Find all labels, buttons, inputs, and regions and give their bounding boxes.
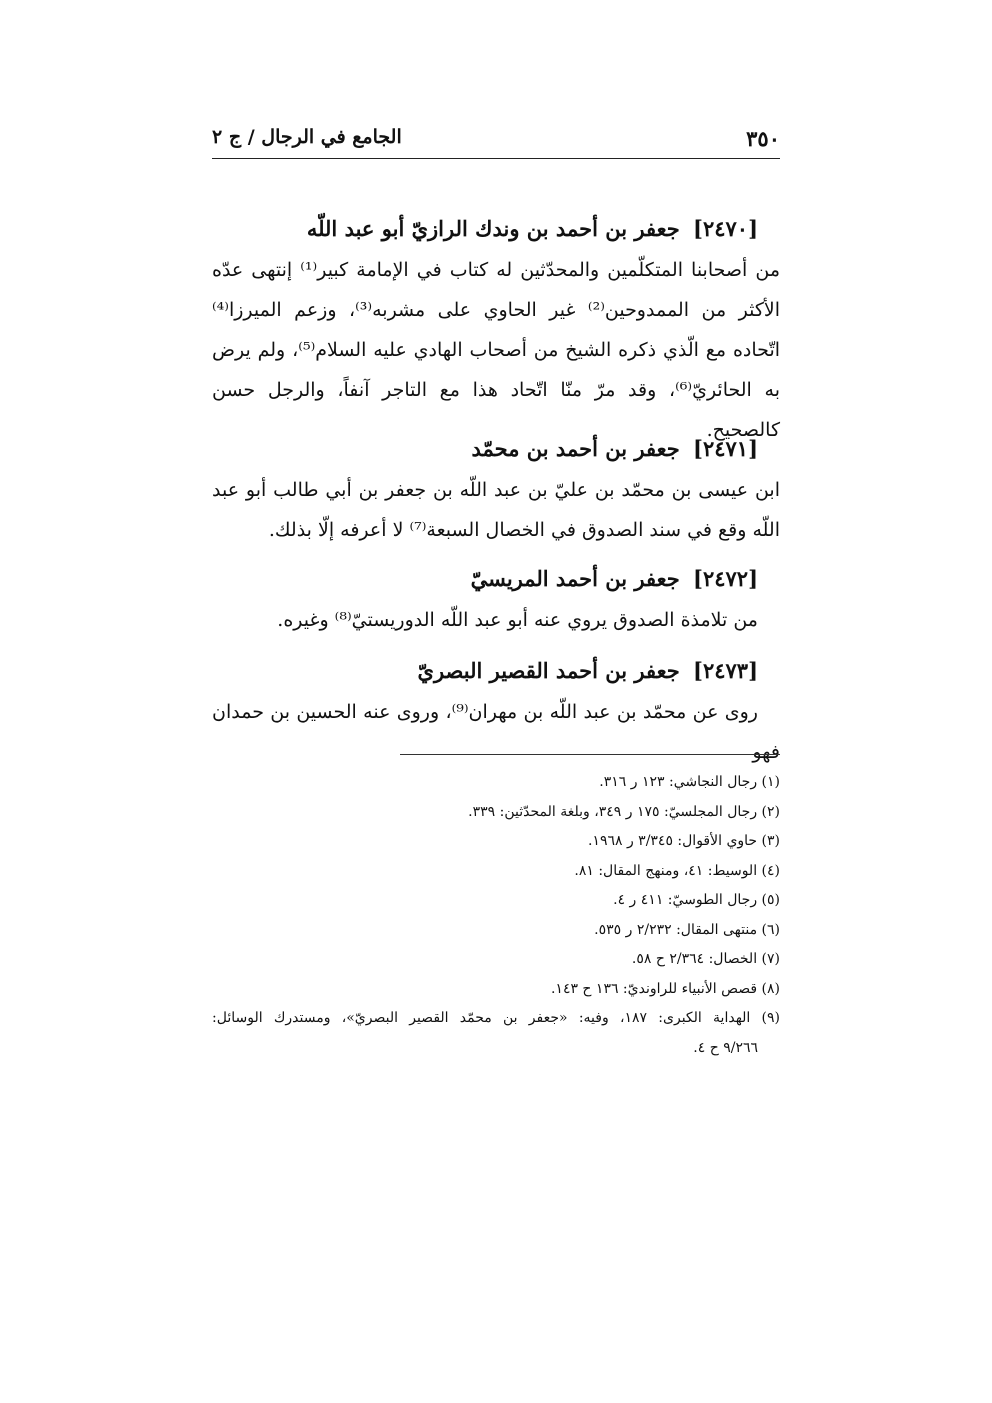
entry-name: جعفر بن أحمد بن محمّد [471, 436, 680, 461]
entry-number: [٢٤٧١] [693, 436, 758, 461]
footnote: (٦) منتهى المقال: ٢/٢٣٢ ر ٥٣٥. [594, 921, 780, 938]
entry-2471 [212, 432, 780, 550]
footnote: (٣) حاوي الأقوال: ٣/٣٤٥ ر ١٩٦٨. [587, 833, 780, 849]
footnote: (٧) الخصال: ٢/٣٦٤ ح ٥٨. [631, 951, 780, 967]
footnote: (٩) الهداية الكبرى: ١٨٧، وفيه: «جعفر بن محمّد القصير البصريّ»، ومستدرك الوسائل: [212, 1010, 781, 1026]
footnote: (١) رجال النجاشي: ١٢٣ ر ٣١٦. [599, 774, 780, 790]
entry-2470 [212, 212, 780, 450]
entry-body: ابن عيسى بن محمّد بن عليّ بن عبد اللّه بن جعفر بن أبي طالب أبو عبد اللّه وقع في سند الصدوق في الخصال السبعة⁽⁷⁾ لا أعرفه إلّا بذلك. [212, 479, 780, 541]
footnote: (٤) الوسيط: ٤١، ومنهج المقال: ٨١. [574, 862, 780, 879]
entry-body: من أصحابنا المتكلّمين والمحدّثين له كتاب في الإمامة كبير⁽¹⁾ إنتهى عدّه الأكثر من الممدوحين⁽²⁾ غير الحاوي على مشربه⁽³⁾، وزعم الميرزا⁽⁴⁾ اتّحاده مع الّذي ذكره الشيخ من أصحاب الهادي عليه السلام⁽⁵⁾، ولم يرض به الحائريّ⁽⁶⁾، وقد مرّ منّا اتّحاد هذا مع التاجر آنفاً، والرجل حسن كالصحيح. [212, 259, 781, 441]
entry-name: جعفر بن أحمد المريسيّ [470, 566, 680, 591]
entry-name: جعفر بن أحمد بن وندك الرازيّ أبو عبد اللّه [306, 216, 680, 241]
footnote: (٥) رجال الطوسيّ: ٤١١ ر ٤. [613, 892, 780, 908]
page-header [212, 120, 780, 159]
page-number: ٣٥٠ [746, 126, 780, 151]
entry-heading [212, 432, 780, 466]
entry-heading [212, 212, 780, 246]
running-title: الجامع في الرجال / ج ٢ [212, 126, 402, 148]
entry-heading [212, 562, 780, 596]
footnote: (٢) رجال المجلسيّ: ١٧٥ ر ٣٤٩، وبلغة المحدّثين: ٣٣٩. [468, 803, 780, 820]
footnote-separator [400, 754, 780, 755]
entry-heading [212, 654, 780, 688]
entry-body: روى عن محمّد بن عبد اللّه بن مهران⁽⁹⁾، وروى عنه الحسين بن حمدان فهو [212, 701, 780, 763]
entry-number: [٢٤٧٢] [693, 566, 758, 591]
entry-2472 [212, 562, 780, 640]
entry-number: [٢٤٧٣] [693, 658, 758, 683]
entry-number: [٢٤٧٠] [693, 216, 758, 241]
entry-body: من تلامذة الصدوق يروي عنه أبو عبد اللّه الدوريستيّ⁽⁸⁾ وغيره. [277, 609, 758, 631]
entry-name: جعفر بن أحمد القصير البصريّ [417, 658, 680, 683]
footnote-continuation: ٩/٢٦٦ ح ٤. [693, 1039, 758, 1056]
footnote: (٨) قصص الأنبياء للراونديّ: ١٣٦ ح ١٤٣. [550, 980, 780, 997]
footnotes [212, 768, 780, 1063]
